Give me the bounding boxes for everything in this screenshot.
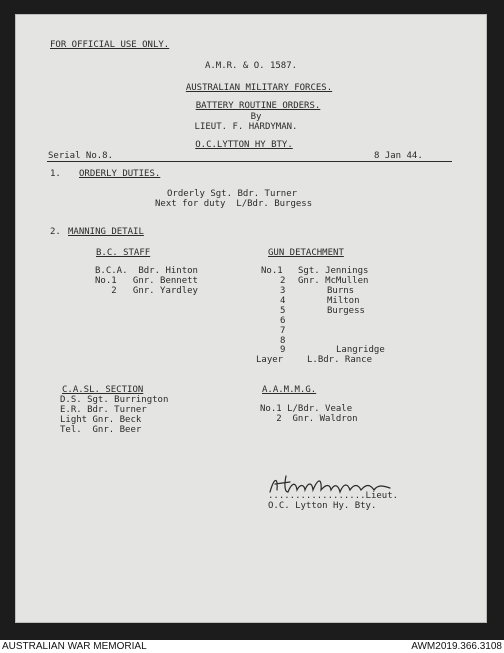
gun-number: 2: [280, 276, 286, 286]
aamg-row: No.1 L/Bdr. Veale: [260, 404, 353, 414]
footer-accession-number: AWM2019.366.3108: [411, 641, 502, 652]
document-title: BATTERY ROUTINE ORDERS.: [195, 101, 321, 111]
gun-crew-name: Burns: [327, 286, 355, 296]
bc-staff-row: No.1 Gnr. Bennett: [95, 276, 198, 286]
signature-unit: O.C. Lytton Hy. Bty.: [268, 501, 377, 511]
gun-crew-name: Gnr. McMullen: [298, 276, 369, 286]
gun-number: 3: [280, 286, 286, 296]
gun-number: 5: [280, 306, 286, 316]
footer-institution: AUSTRALIAN WAR MEMORIAL: [2, 641, 147, 652]
gun-crew-name: Sgt. Jennings: [298, 266, 369, 276]
force-heading: AUSTRALIAN MILITARY FORCES.: [185, 83, 333, 93]
gun-detachment-heading: GUN DETACHMENT: [268, 248, 344, 258]
gun-crew-name: L.Bdr. Rance: [307, 355, 373, 365]
orderly-sgt-line: Orderly Sgt. Bdr. Turner: [167, 189, 298, 199]
officer-name: LIEUT. F. HARDYMAN.: [194, 122, 298, 132]
casl-row: Tel. Gnr. Beer: [60, 425, 142, 435]
bc-staff-heading: B.C. STAFF: [96, 248, 151, 258]
aamg-heading: A.A.M.M.G.: [262, 385, 317, 395]
gun-number: No.1: [261, 266, 283, 276]
gun-number: 8: [280, 336, 286, 346]
section-2-number: 2.: [50, 227, 61, 237]
next-for-duty-line: Next for duty L/Bdr. Burgess: [155, 199, 313, 209]
reference-number: A.M.R. & O. 1587.: [204, 61, 298, 71]
gun-number: 6: [280, 316, 286, 326]
section-1-heading: ORDERLY DUTIES.: [79, 169, 161, 179]
gun-crew-name: Milton: [327, 296, 360, 306]
gun-number: 9: [280, 345, 286, 355]
section-1-number: 1.: [50, 169, 61, 179]
unit-name: O.C.LYTTON HY BTY.: [195, 140, 293, 150]
gun-crew-name: Langridge: [336, 345, 385, 355]
restriction-label: FOR OFFICIAL USE ONLY.: [50, 40, 170, 50]
section-2-heading: MANNING DETAIL: [68, 227, 144, 237]
casl-row: Light Gnr. Beck: [60, 415, 142, 425]
gun-crew-name: Burgess: [327, 306, 365, 316]
casl-section-heading: C.A.SL. SECTION: [62, 385, 144, 395]
bc-staff-row: 2 Gnr. Yardley: [95, 286, 198, 296]
signature-line: ..................Lieut.: [268, 491, 399, 501]
order-date: 8 Jan 44.: [374, 151, 423, 161]
serial-number: Serial No.8.: [48, 151, 114, 161]
casl-row: D.S. Sgt. Burrington: [60, 395, 169, 405]
casl-row: E.R. Bdr. Turner: [60, 405, 147, 415]
aamg-row: 2 Gnr. Waldron: [260, 414, 358, 424]
by-line: By: [250, 112, 262, 122]
gun-number: 7: [280, 326, 286, 336]
gun-number: 4: [280, 296, 286, 306]
header-rule: [47, 161, 452, 162]
gun-number: Layer: [256, 355, 284, 365]
bc-staff-row: B.C.A. Bdr. Hinton: [95, 266, 198, 276]
